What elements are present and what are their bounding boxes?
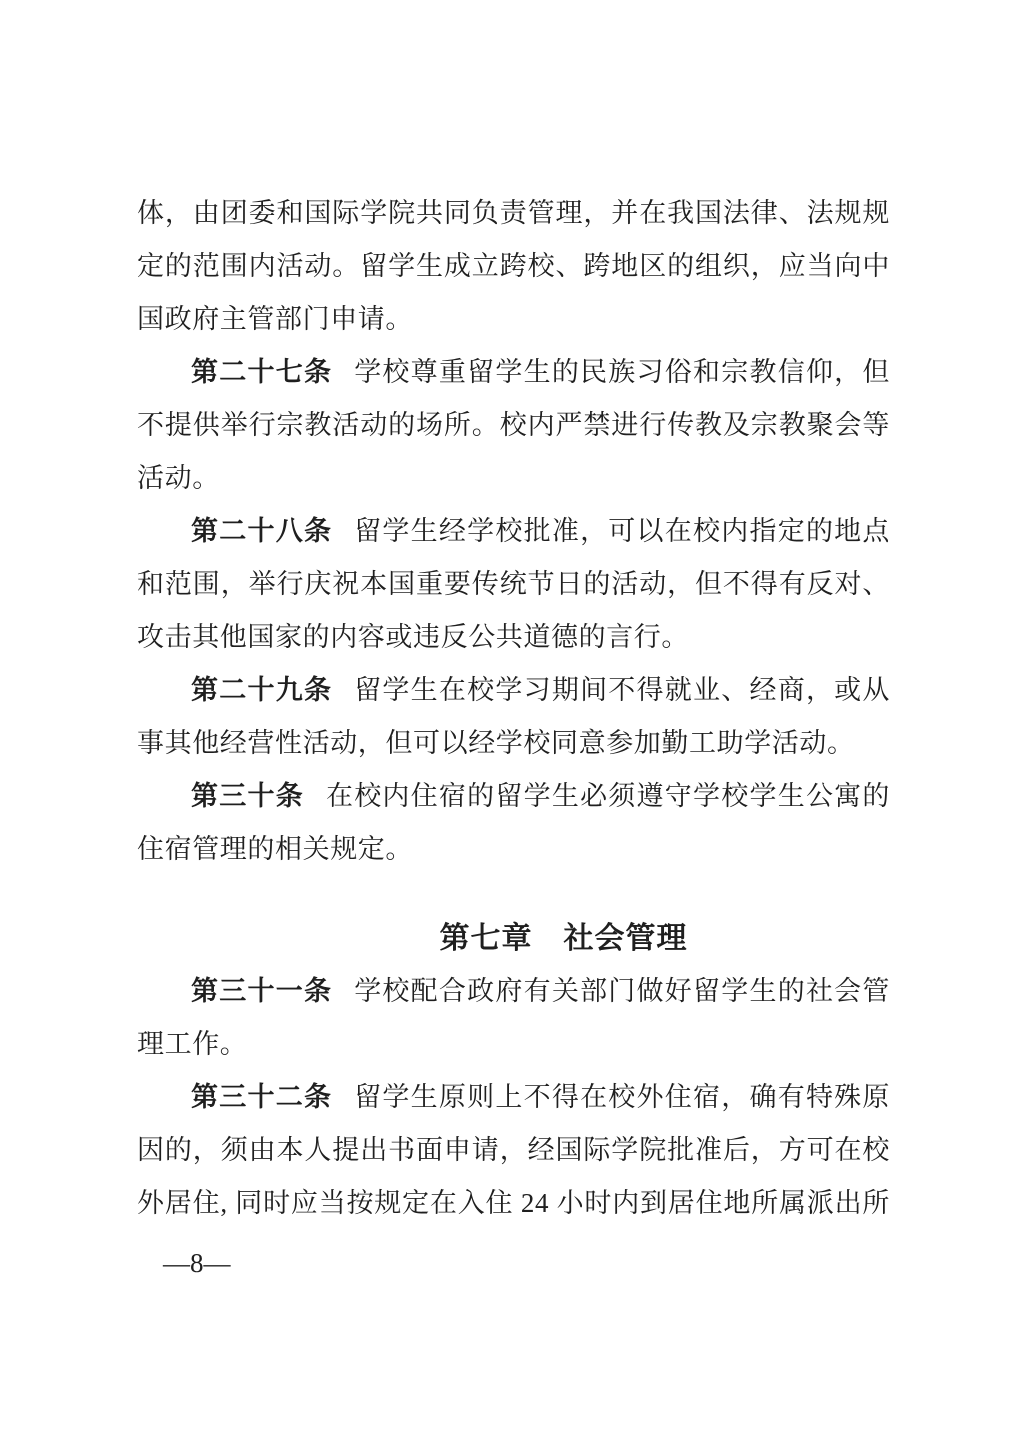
text-line: 住宿管理的相关规定。 <box>137 834 413 864</box>
chapter-heading: 第七章 社会管理 <box>439 922 688 955</box>
text-line: 活动。 <box>137 463 220 493</box>
text-line <box>137 664 890 717</box>
article-text: 学校配合政府有关部门做好留学生的社会管 <box>354 976 890 1006</box>
text-line: 不提供举行宗教活动的场所。校内严禁进行传教及宗教聚会等 <box>137 410 890 440</box>
text-line <box>137 965 890 1018</box>
paragraph-continuation <box>137 187 890 346</box>
paragraph-article-30 <box>137 770 890 876</box>
text-line: 国政府主管部门申请。 <box>137 304 413 334</box>
text-line <box>137 770 890 823</box>
article-number: 第三十条 <box>191 781 304 811</box>
paragraph-article-27 <box>137 346 890 505</box>
paragraph-article-32 <box>137 1071 890 1230</box>
text-line: 和范围，举行庆祝本国重要传统节日的活动，但不得有反对、 <box>137 569 890 599</box>
text-line: 事其他经营性活动，但可以经学校同意参加勤工助学活动。 <box>137 728 855 758</box>
document-body <box>137 187 890 1230</box>
page-number: —8— <box>163 1248 231 1278</box>
article-text: 留学生经学校批准，可以在校内指定的地点 <box>354 516 890 546</box>
article-text: 留学生在校学习期间不得就业、经商，或从 <box>354 675 890 705</box>
text-line <box>137 346 890 399</box>
paragraph-article-31 <box>137 965 890 1071</box>
article-text: 学校尊重留学生的民族习俗和宗教信仰，但 <box>354 357 890 387</box>
text-line <box>137 505 890 558</box>
paragraph-article-28 <box>137 505 890 664</box>
text-line <box>137 1071 890 1124</box>
article-number: 第三十一条 <box>191 976 333 1006</box>
text-line: 理工作。 <box>137 1029 248 1059</box>
text-line: 定的范围内活动。留学生成立跨校、跨地区的组织，应当向中 <box>137 251 890 281</box>
article-text: 留学生原则上不得在校外住宿，确有特殊原 <box>354 1082 890 1112</box>
text-line: 体，由团委和国际学院共同负责管理，并在我国法律、法规规 <box>137 198 890 228</box>
text-line: 因的，须由本人提出书面申请，经国际学院批准后，方可在校 <box>137 1135 890 1165</box>
article-number: 第二十八条 <box>191 516 333 546</box>
text-line: 外居住, 同时应当按规定在入住 24 小时内到居住地所属派出所 <box>137 1188 890 1218</box>
text-line: 攻击其他国家的内容或违反公共道德的言行。 <box>137 622 689 652</box>
article-number: 第二十九条 <box>191 675 333 705</box>
article-text: 在校内住宿的留学生必须遵守学校学生公寓的 <box>325 781 890 811</box>
article-number: 第三十二条 <box>191 1082 333 1112</box>
paragraph-article-29 <box>137 664 890 770</box>
article-number: 第二十七条 <box>191 357 333 387</box>
